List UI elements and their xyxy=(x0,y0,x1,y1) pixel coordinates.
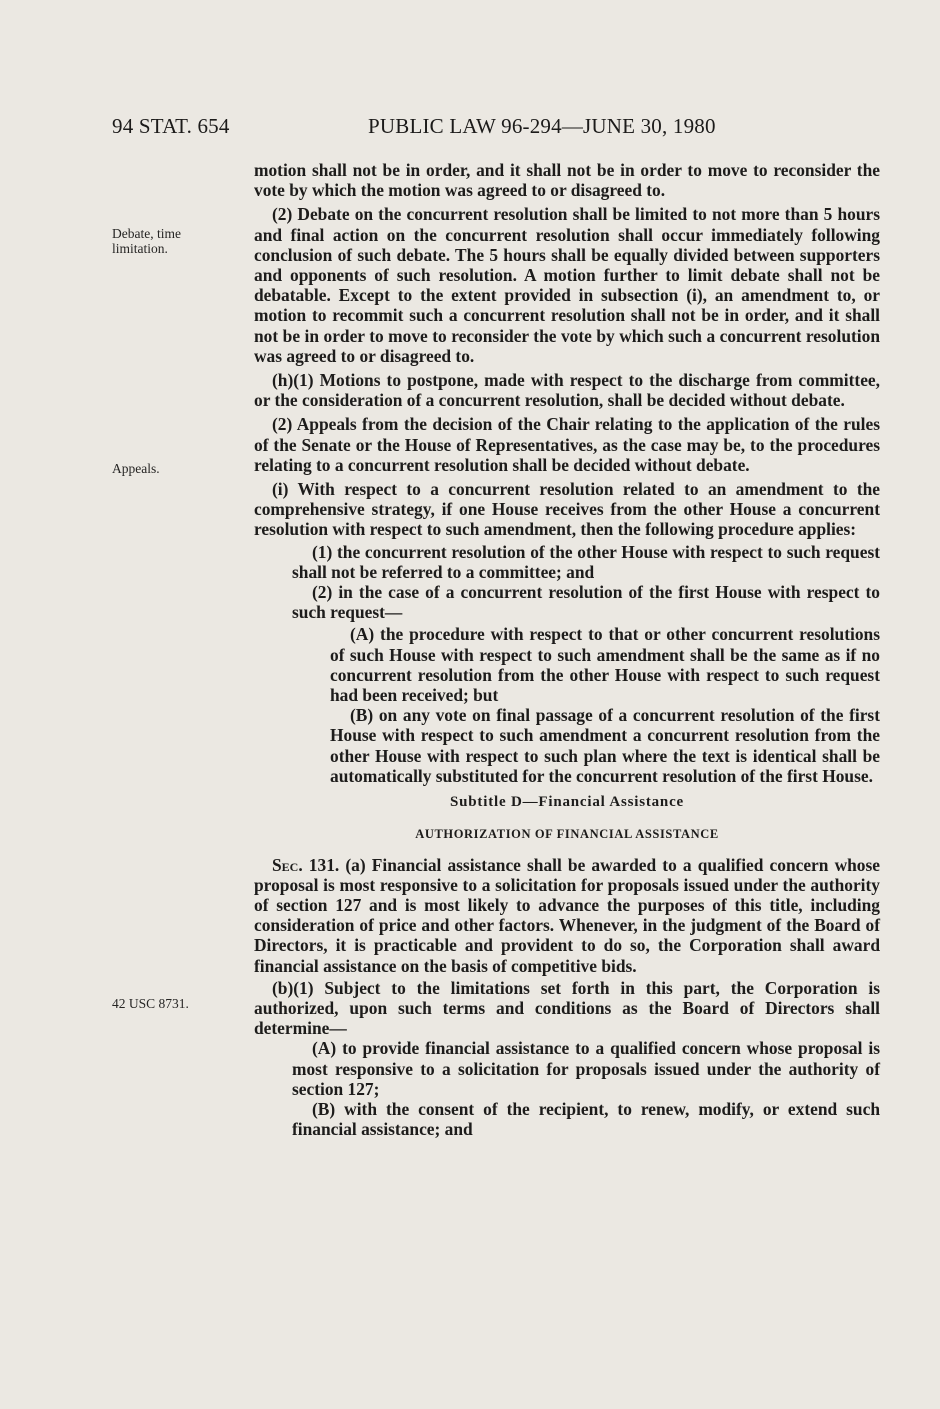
paragraph-i: (i) With respect to a concurrent resolution related to an amendment to the comprehensive strategy, if one House receives from the other House a concurrent resolution with respect to such amendment, then the following procedure applies: xyxy=(254,479,880,540)
paragraph-h1: (h)(1) Motions to postpone, made with respect to the discharge from committee, or the consideration of a concurrent resolution, shall be decided without debate. xyxy=(254,370,880,411)
sec131a-text: (a) Financial assistance shall be awarded to a qualified concern whose proposal is most responsive to a solicitation for proposals issued under the authority of section 127 and is most likely to advance the purposes of this title, including consideration of price and other factors. Whenever, in the judgment of the Board of Directors, it is practicable and provident to do so, the Corporation shall award financial assistance on the basis of competitive bids. xyxy=(254,854,880,976)
statute-page-number: 94 STAT. 654 xyxy=(112,114,230,138)
paragraph-h2: (2) Appeals from the decision of the Chair relating to the application of the rules of the Senate or the House of Representatives, as the case may be, to the procedures relating to a concurrent resolution shall be decided without debate. xyxy=(254,414,880,475)
paragraph-sec131a xyxy=(254,855,880,976)
subtitle-heading: Subtitle D—Financial Assistance xyxy=(450,794,684,811)
margin-note-debate-line2: limitation. xyxy=(112,241,168,256)
paragraph-sec131bA: (A) to provide financial assistance to a qualified concern whose proposal is most responsive to a solicitation for proposals issued under the authority of section 127; xyxy=(292,1038,880,1099)
paragraph-sec131b1: (b)(1) Subject to the limitations set forth in this part, the Corporation is authorized, upon such terms and conditions as the Board of Directors shall determine— xyxy=(254,977,880,1039)
main-text xyxy=(254,160,880,1139)
paragraph-g2: (2) Debate on the concurrent resolution shall be limited to not more than 5 hours and final action on the concurrent resolution shall occur immediately following conclusion of such debate. The 5 hours shall be equally divided between supporters and opponents of such resolution. A motion further to limit debate shall not be debatable. Except to the extent provided in subsection (i), an amendment to, or motion to recommit such a concurrent resolution shall not be in order, and it shall not be in order to move to reconsider the vote by which such a concurrent resolution was agreed to or disagreed to. xyxy=(254,204,880,366)
page-header xyxy=(112,114,772,144)
paragraph-i1: (1) the concurrent resolution of the other House with respect to such request shall not be referred to a committee; and xyxy=(292,541,880,582)
margin-note-usc: 42 USC 8731. xyxy=(112,996,189,1011)
paragraph-continuation: motion shall not be in order, and it shall not be in order to move to reconsider the vote by which the motion was agreed to or disagreed to. xyxy=(254,160,880,201)
page-title: PUBLIC LAW 96-294—JUNE 30, 1980 xyxy=(368,114,716,138)
section-label: Sec. 131. xyxy=(272,854,340,875)
margin-note-appeals: Appeals. xyxy=(112,461,160,476)
paragraph-iB: (B) on any vote on final passage of a concurrent resolution of the first House with respect to such amendment a concurrent resolution from the other House with respect to such plan where the text is identical shall be automatically substituted for the concurrent resolution of the first House. xyxy=(330,705,880,786)
margin-note-debate-line1: Debate, time xyxy=(112,226,181,241)
paragraph-i2: (2) in the case of a concurrent resolution of the first House with respect to such request— xyxy=(292,582,880,623)
paragraph-iA: (A) the procedure with respect to that or other concurrent resolutions of such House with respect to such amendment shall be the same as if no concurrent resolution from the other House with respect to such request had been received; but xyxy=(330,624,880,706)
section-heading: AUTHORIZATION OF FINANCIAL ASSISTANCE xyxy=(415,827,719,842)
paragraph-sec131bB: (B) with the consent of the recipient, to renew, modify, or extend such financial assistance; and xyxy=(292,1098,880,1140)
margin-note-debate xyxy=(112,226,181,256)
